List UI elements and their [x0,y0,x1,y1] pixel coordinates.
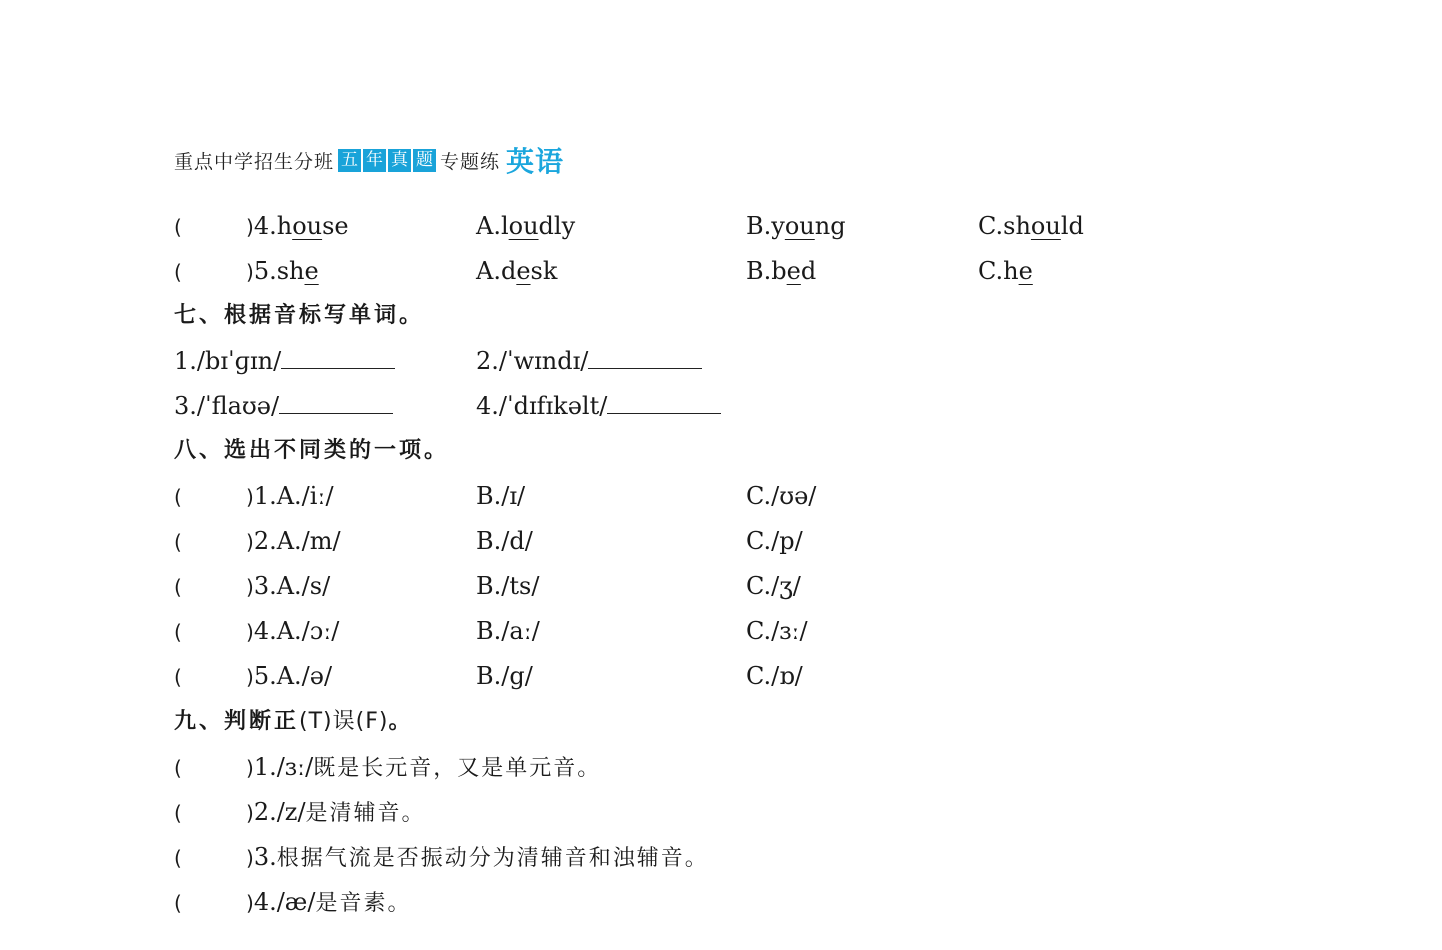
judge-statement: )1./ɜː/既是长元音，又是单元音。 [246,753,602,781]
ipa-item: 1./bɪˈɡɪn/ [174,345,395,377]
ipa-item: 2./ˈwɪndɪ/ [476,345,702,377]
question-row [174,210,182,242]
header-subject: 英语 [506,145,565,178]
judge-statement: )4./æ/是音素。 [246,888,412,916]
option-b: B.bed [746,257,817,285]
option-b: B./aː/ [476,617,540,645]
option-a: )2.A./m/ [246,527,341,555]
option-b: B./d/ [476,527,533,555]
option-b: B./g/ [476,662,533,690]
header-badge: 题 [413,149,436,172]
question-row [174,255,182,287]
option-c: C./ɜː/ [746,617,808,645]
option-b: B.young [746,212,846,240]
ipa-item: 4./ˈdɪfɪkəlt/ [476,390,721,422]
option-c: C.he [978,257,1033,285]
judge-row: ( [174,756,182,780]
judge-statement: )2./z/是清辅音。 [246,798,426,826]
judge-statement: )3.根据气流是否振动分为清辅音和浊辅音。 [246,843,709,871]
answer-blank[interactable] [588,346,702,369]
answer-blank[interactable] [607,391,721,414]
choice-row: ( [174,530,182,554]
section-9-title: 九、判断正(T)误(F)。 [174,709,414,734]
answer-paren-open: ( [174,215,182,239]
option-c: C./p/ [746,527,803,555]
question-word: )4.house [246,212,349,240]
choice-row: ( [174,665,182,689]
option-c: C.should [978,212,1084,240]
judge-row: ( [174,801,182,825]
option-c: C./ʒ/ [746,572,801,600]
choice-row: ( [174,620,182,644]
option-a: )3.A./s/ [246,572,331,600]
judge-row: ( [174,891,182,915]
option-c: C./ɒ/ [746,662,803,690]
header-badge: 五 [338,149,361,172]
option-a: A.loudly [476,212,576,240]
option-a: A.desk [476,257,558,285]
header-title-prefix: 重点中学招生分班 [174,150,335,173]
question-word: )5.she [246,257,319,285]
option-a: )5.A./ə/ [246,662,333,690]
header-title-suffix: 专题练 [440,150,501,173]
option-b: B./ɪ/ [476,482,526,510]
ipa-item: 3./ˈflaʊə/ [174,390,393,422]
header-badge-group [338,149,436,172]
choice-row: ( [174,485,182,509]
choice-row: ( [174,575,182,599]
answer-paren-open: ( [174,260,182,284]
answer-blank[interactable] [281,346,395,369]
judge-row: ( [174,846,182,870]
option-b: B./ts/ [476,572,540,600]
option-a: )1.A./iː/ [246,482,334,510]
section-7-title: 七、根据音标写单词。 [174,303,425,328]
answer-blank[interactable] [279,391,393,414]
header-badge: 真 [388,149,411,172]
page-header [174,140,564,180]
header-badge: 年 [363,149,386,172]
option-a: )4.A./ɔː/ [246,617,340,645]
section-8-title: 八、选出不同类的一项。 [174,438,450,463]
option-c: C./ʊə/ [746,482,817,510]
